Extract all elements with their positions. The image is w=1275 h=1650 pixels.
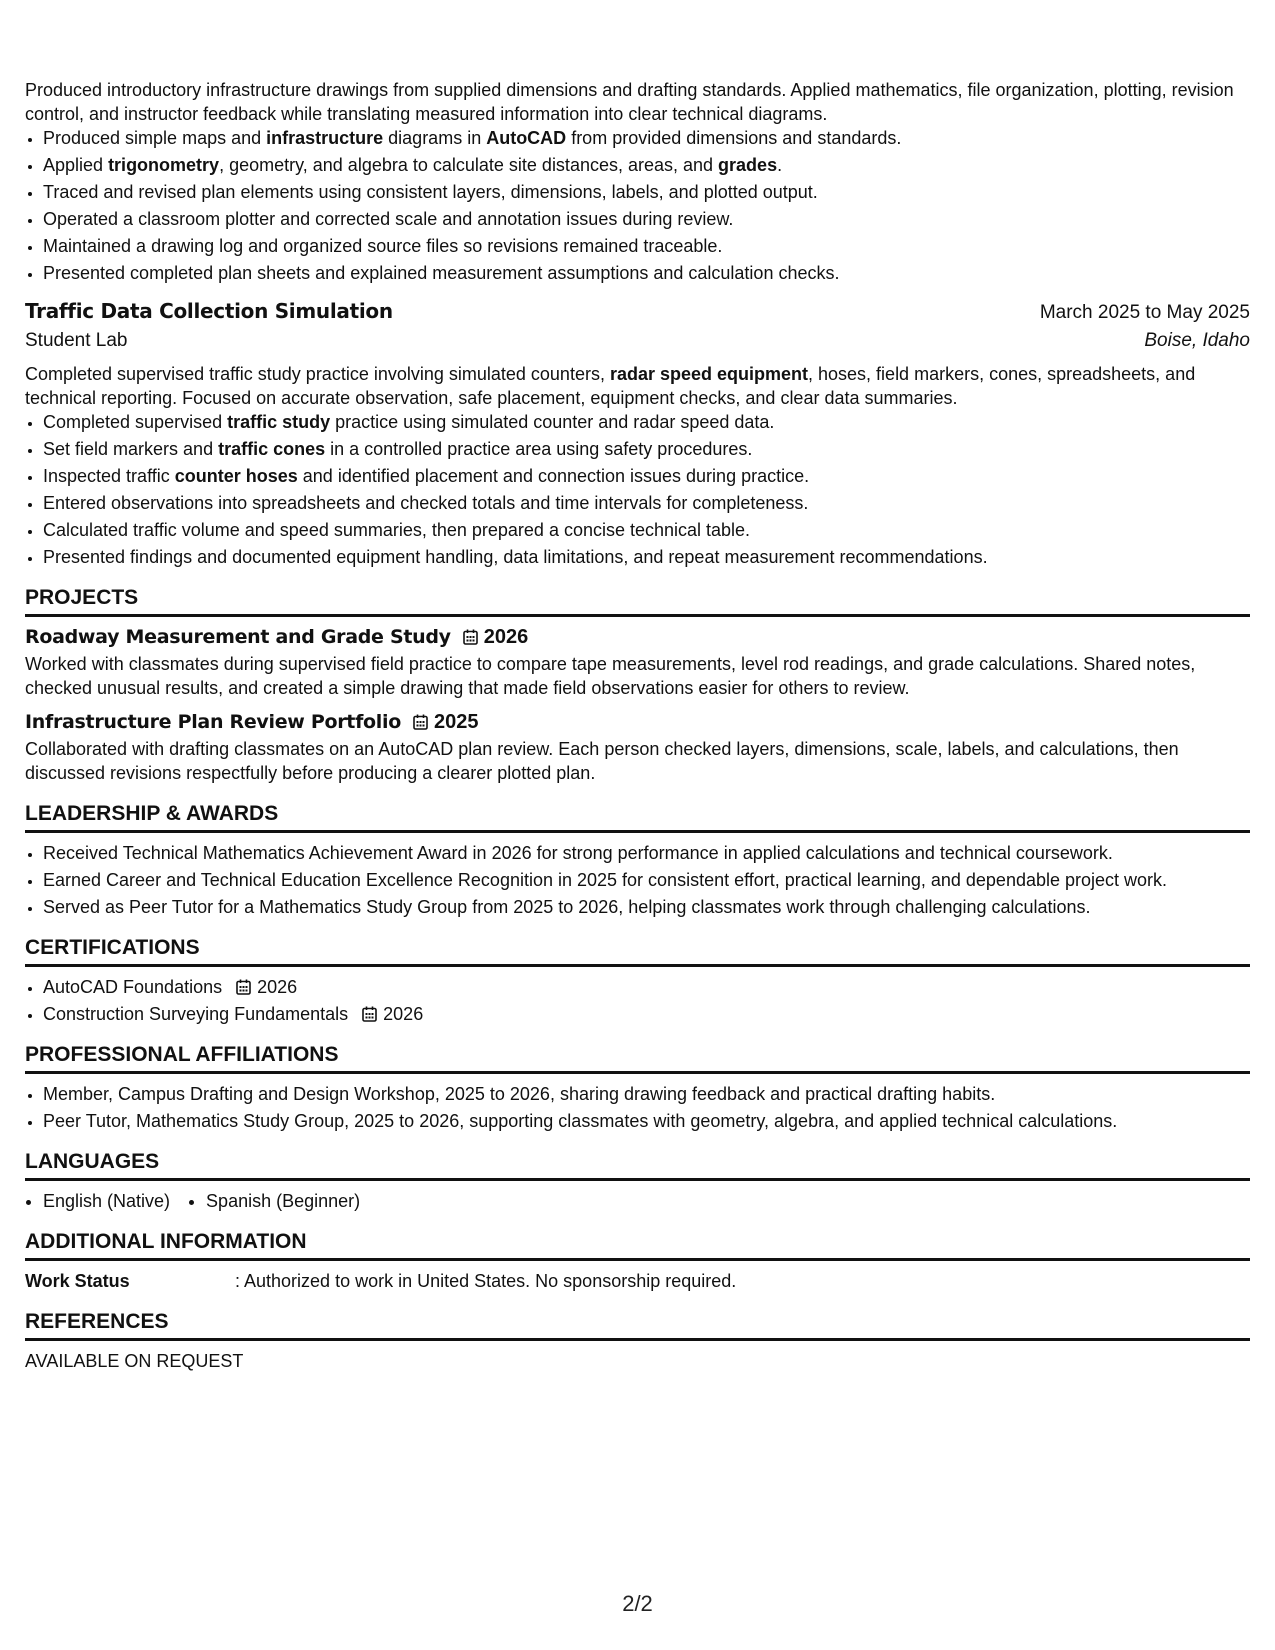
award-item: • Earned Career and Technical Education Excellence Recognition in 2025 for consistent effort, practical learning, and dependable project work. — [43, 868, 1250, 892]
certification-year: 2026 — [383, 1004, 424, 1024]
section-heading-projects: PROJECTS — [25, 585, 1250, 617]
experience-summary: Produced introductory infrastructure drawings from supplied dimensions and drafting standards. Applied mathematics, file organization, plotting, revision control, and instructor feedback while translating measured information into clear technical diagrams. — [25, 80, 1234, 124]
calendar-icon — [413, 710, 428, 734]
calendar-icon — [362, 1002, 377, 1026]
work-status-value: : Authorized to work in United States. No sponsorship required. — [235, 1271, 737, 1291]
leadership-list — [25, 841, 1250, 919]
language-item: • English (Native) — [43, 1189, 170, 1213]
certification-name: • Construction Surveying Fundamentals — [43, 1004, 349, 1024]
work-status-label: Work Status — [25, 1271, 130, 1291]
certification-item — [43, 975, 1250, 999]
project-description: Worked with classmates during supervised field practice to compare tape measurements, level rod readings, and grade calculations. Shared notes, checked unusual results, and created a simple drawing that made field observations easier for others to review. — [25, 654, 1196, 698]
certification-item — [43, 1002, 1250, 1026]
project-title: Roadway Measurement and Grade Study — [25, 626, 451, 648]
languages-list — [25, 1189, 1250, 1213]
bullet-item: • Applied trigonometry, geometry, and algebra to calculate site distances, areas, and grades. — [43, 153, 1250, 177]
affiliation-item: • Peer Tutor, Mathematics Study Group, 2025 to 2026, supporting classmates with geometry, algebra, and applied technical calculations. — [43, 1109, 1250, 1133]
section-heading-leadership: LEADERSHIP & AWARDS — [25, 801, 1250, 833]
experience-continuation — [25, 78, 1250, 285]
entry-dates: March 2025 to May 2025 — [1039, 302, 1250, 323]
traffic-bullets — [25, 410, 1250, 569]
bullet-item: • Inspected traffic counter hoses and identified placement and connection issues during practice. — [43, 464, 1250, 488]
resume-page — [25, 78, 1250, 1373]
award-item: • Received Technical Mathematics Achievement Award in 2026 for strong performance in applied calculations and technical coursework. — [43, 841, 1250, 865]
bullet-item: • Set field markers and traffic cones in a controlled practice area using safety procedures. — [43, 437, 1250, 461]
calendar-icon — [463, 625, 478, 649]
entry-organization: Student Lab — [25, 330, 128, 351]
section-heading-certifications: CERTIFICATIONS — [25, 935, 1250, 967]
affiliations-list — [25, 1082, 1250, 1133]
calendar-icon — [236, 975, 251, 999]
project-header — [25, 625, 1250, 649]
section-heading-additional: ADDITIONAL INFORMATION — [25, 1229, 1250, 1261]
bullet-item: • Presented findings and documented equipment handling, data limitations, and repeat measurement recommendations. — [43, 545, 1250, 569]
bullet-item: • Operated a classroom plotter and corrected scale and annotation issues during review. — [43, 207, 1250, 231]
entry-location: Boise, Idaho — [1144, 330, 1250, 351]
project-title: Infrastructure Plan Review Portfolio — [25, 711, 401, 733]
entry-summary: Completed supervised traffic study practice involving simulated counters, radar speed equipment, hoses, field markers, cones, spreadsheets, and technical reporting. Focused on accurate observation, safe placement, equipment checks, and clear data summaries. — [25, 364, 1196, 408]
language-item: • Spanish (Beginner) — [206, 1189, 360, 1213]
award-item: • Served as Peer Tutor for a Mathematics Study Group from 2025 to 2026, helping classmates work through challenging calculations. — [43, 895, 1250, 919]
certification-year: 2026 — [257, 977, 298, 997]
section-heading-affiliations: PROFESSIONAL AFFILIATIONS — [25, 1042, 1250, 1074]
experience-bullets — [25, 126, 1250, 285]
entry-title: Traffic Data Collection Simulation — [25, 299, 393, 323]
experience-entry-traffic — [25, 299, 1250, 569]
bullet-item: • Presented completed plan sheets and explained measurement assumptions and calculation checks. — [43, 261, 1250, 285]
section-heading-languages: LANGUAGES — [25, 1149, 1250, 1181]
bullet-item: • Maintained a drawing log and organized source files so revisions remained traceable. — [43, 234, 1250, 258]
section-heading-references: REFERENCES — [25, 1309, 1250, 1341]
page-number: 2/2 — [622, 1591, 653, 1616]
bullet-item: • Completed supervised traffic study practice using simulated counter and radar speed data. — [43, 410, 1250, 434]
project-year: 2026 — [463, 625, 529, 649]
bullet-item: • Produced simple maps and infrastructure diagrams in AutoCAD from provided dimensions and standards. — [43, 126, 1250, 150]
project-description: Collaborated with drafting classmates on an AutoCAD plan review. Each person checked layers, dimensions, scale, labels, and calculations, then discussed revisions respectfully before producing a clearer plotted plan. — [25, 739, 1179, 783]
bullet-item: • Calculated traffic volume and speed summaries, then prepared a concise technical table. — [43, 518, 1250, 542]
references-text: AVAILABLE ON REQUEST — [25, 1351, 244, 1371]
affiliation-item: • Member, Campus Drafting and Design Workshop, 2025 to 2026, sharing drawing feedback and practical drafting habits. — [43, 1082, 1250, 1106]
certifications-list — [25, 975, 1250, 1026]
project-header — [25, 710, 1250, 734]
certification-name: • AutoCAD Foundations — [43, 977, 223, 997]
work-status-row — [25, 1269, 1250, 1293]
projects-list — [25, 625, 1250, 785]
bullet-item: • Traced and revised plan elements using consistent layers, dimensions, labels, and plotted output. — [43, 180, 1250, 204]
bullet-item: • Entered observations into spreadsheets and checked totals and time intervals for completeness. — [43, 491, 1250, 515]
project-year: 2025 — [413, 710, 479, 734]
